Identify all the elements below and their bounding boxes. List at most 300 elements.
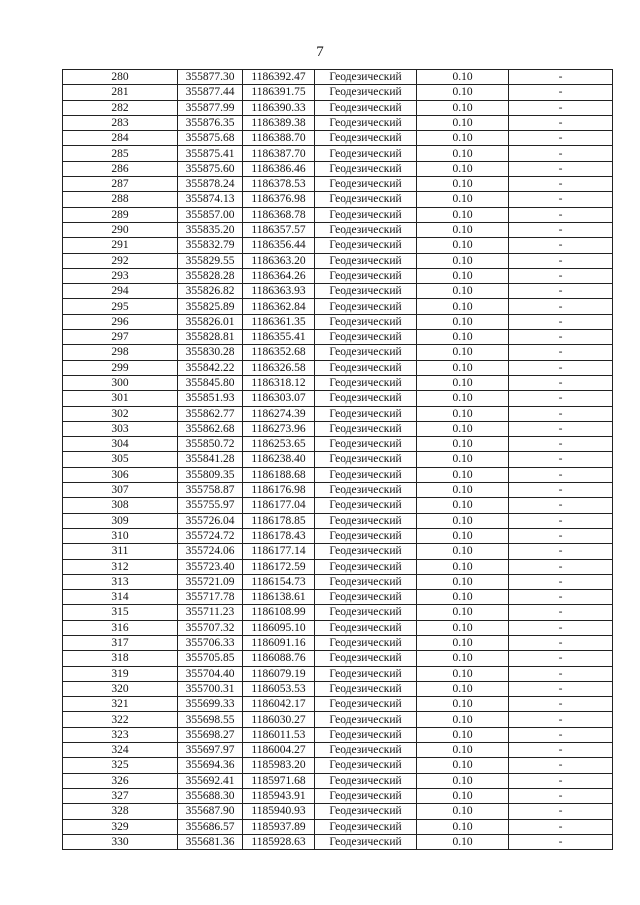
- point-number-cell: 312: [63, 559, 178, 574]
- table-row: [63, 452, 613, 467]
- x-coordinate-cell: 355875.68: [178, 131, 243, 146]
- table-row: [63, 70, 613, 85]
- accuracy-cell: 0.10: [417, 788, 509, 803]
- method-cell: Геодезический: [315, 651, 417, 666]
- y-coordinate-cell: 1186357.57: [243, 222, 315, 237]
- x-coordinate-cell: 355862.68: [178, 421, 243, 436]
- point-number-cell: 315: [63, 605, 178, 620]
- point-number-cell: 322: [63, 712, 178, 727]
- point-number-cell: 316: [63, 620, 178, 635]
- point-number-cell: 301: [63, 391, 178, 406]
- y-coordinate-cell: 1186088.76: [243, 651, 315, 666]
- note-cell: -: [509, 697, 613, 712]
- y-coordinate-cell: 1185983.20: [243, 758, 315, 773]
- note-cell: -: [509, 635, 613, 650]
- y-coordinate-cell: 1185937.89: [243, 819, 315, 834]
- point-number-cell: 309: [63, 513, 178, 528]
- table-row: [63, 804, 613, 819]
- table-row: [63, 406, 613, 421]
- table-row: [63, 666, 613, 681]
- y-coordinate-cell: 1186378.53: [243, 177, 315, 192]
- y-coordinate-cell: 1186392.47: [243, 70, 315, 85]
- note-cell: -: [509, 437, 613, 452]
- y-coordinate-cell: 1186368.78: [243, 207, 315, 222]
- note-cell: -: [509, 712, 613, 727]
- point-number-cell: 291: [63, 238, 178, 253]
- x-coordinate-cell: 355862.77: [178, 406, 243, 421]
- point-number-cell: 283: [63, 115, 178, 130]
- note-cell: -: [509, 192, 613, 207]
- point-number-cell: 323: [63, 727, 178, 742]
- method-cell: Геодезический: [315, 284, 417, 299]
- table-row: [63, 207, 613, 222]
- accuracy-cell: 0.10: [417, 620, 509, 635]
- y-coordinate-cell: 1186355.41: [243, 330, 315, 345]
- accuracy-cell: 0.10: [417, 834, 509, 849]
- table-row: [63, 299, 613, 314]
- coordinates-table-body: [63, 70, 613, 850]
- table-row: [63, 712, 613, 727]
- note-cell: -: [509, 161, 613, 176]
- method-cell: Геодезический: [315, 743, 417, 758]
- note-cell: -: [509, 238, 613, 253]
- note-cell: -: [509, 590, 613, 605]
- note-cell: -: [509, 788, 613, 803]
- y-coordinate-cell: 1186177.04: [243, 498, 315, 513]
- point-number-cell: 306: [63, 467, 178, 482]
- note-cell: -: [509, 222, 613, 237]
- point-number-cell: 308: [63, 498, 178, 513]
- y-coordinate-cell: 1186154.73: [243, 574, 315, 589]
- x-coordinate-cell: 355706.33: [178, 635, 243, 650]
- table-row: [63, 559, 613, 574]
- note-cell: -: [509, 574, 613, 589]
- method-cell: Геодезический: [315, 406, 417, 421]
- accuracy-cell: 0.10: [417, 253, 509, 268]
- point-number-cell: 292: [63, 253, 178, 268]
- y-coordinate-cell: 1185940.93: [243, 804, 315, 819]
- table-row: [63, 268, 613, 283]
- y-coordinate-cell: 1186273.96: [243, 421, 315, 436]
- table-row: [63, 605, 613, 620]
- accuracy-cell: 0.10: [417, 559, 509, 574]
- accuracy-cell: 0.10: [417, 238, 509, 253]
- accuracy-cell: 0.10: [417, 161, 509, 176]
- point-number-cell: 325: [63, 758, 178, 773]
- accuracy-cell: 0.10: [417, 268, 509, 283]
- x-coordinate-cell: 355875.60: [178, 161, 243, 176]
- note-cell: -: [509, 834, 613, 849]
- x-coordinate-cell: 355878.24: [178, 177, 243, 192]
- accuracy-cell: 0.10: [417, 758, 509, 773]
- table-row: [63, 360, 613, 375]
- method-cell: Геодезический: [315, 620, 417, 635]
- table-row: [63, 330, 613, 345]
- x-coordinate-cell: 355825.89: [178, 299, 243, 314]
- y-coordinate-cell: 1186091.16: [243, 635, 315, 650]
- method-cell: Геодезический: [315, 70, 417, 85]
- note-cell: -: [509, 345, 613, 360]
- method-cell: Геодезический: [315, 467, 417, 482]
- table-row: [63, 788, 613, 803]
- method-cell: Геодезический: [315, 192, 417, 207]
- x-coordinate-cell: 355711.23: [178, 605, 243, 620]
- note-cell: -: [509, 467, 613, 482]
- note-cell: -: [509, 758, 613, 773]
- method-cell: Геодезический: [315, 483, 417, 498]
- accuracy-cell: 0.10: [417, 727, 509, 742]
- point-number-cell: 330: [63, 834, 178, 849]
- y-coordinate-cell: 1186178.85: [243, 513, 315, 528]
- note-cell: -: [509, 100, 613, 115]
- x-coordinate-cell: 355874.13: [178, 192, 243, 207]
- table-row: [63, 284, 613, 299]
- accuracy-cell: 0.10: [417, 574, 509, 589]
- method-cell: Геодезический: [315, 345, 417, 360]
- accuracy-cell: 0.10: [417, 743, 509, 758]
- x-coordinate-cell: 355842.22: [178, 360, 243, 375]
- y-coordinate-cell: 1186386.46: [243, 161, 315, 176]
- y-coordinate-cell: 1186172.59: [243, 559, 315, 574]
- x-coordinate-cell: 355877.30: [178, 70, 243, 85]
- accuracy-cell: 0.10: [417, 345, 509, 360]
- note-cell: -: [509, 314, 613, 329]
- y-coordinate-cell: 1186303.07: [243, 391, 315, 406]
- table-row: [63, 590, 613, 605]
- y-coordinate-cell: 1186326.58: [243, 360, 315, 375]
- table-row: [63, 483, 613, 498]
- method-cell: Геодезический: [315, 498, 417, 513]
- note-cell: -: [509, 727, 613, 742]
- table-row: [63, 758, 613, 773]
- accuracy-cell: 0.10: [417, 284, 509, 299]
- x-coordinate-cell: 355877.44: [178, 85, 243, 100]
- point-number-cell: 324: [63, 743, 178, 758]
- x-coordinate-cell: 355686.57: [178, 819, 243, 834]
- accuracy-cell: 0.10: [417, 146, 509, 161]
- point-number-cell: 304: [63, 437, 178, 452]
- x-coordinate-cell: 355698.55: [178, 712, 243, 727]
- accuracy-cell: 0.10: [417, 131, 509, 146]
- y-coordinate-cell: 1186238.40: [243, 452, 315, 467]
- x-coordinate-cell: 355707.32: [178, 620, 243, 635]
- point-number-cell: 298: [63, 345, 178, 360]
- table-row: [63, 146, 613, 161]
- accuracy-cell: 0.10: [417, 391, 509, 406]
- y-coordinate-cell: 1186318.12: [243, 375, 315, 390]
- x-coordinate-cell: 355828.81: [178, 330, 243, 345]
- method-cell: Геодезический: [315, 681, 417, 696]
- y-coordinate-cell: 1186188.68: [243, 467, 315, 482]
- method-cell: Геодезический: [315, 100, 417, 115]
- table-row: [63, 100, 613, 115]
- note-cell: -: [509, 513, 613, 528]
- point-number-cell: 303: [63, 421, 178, 436]
- table-row: [63, 544, 613, 559]
- table-row: [63, 421, 613, 436]
- x-coordinate-cell: 355755.97: [178, 498, 243, 513]
- x-coordinate-cell: 355698.27: [178, 727, 243, 742]
- method-cell: Геодезический: [315, 758, 417, 773]
- y-coordinate-cell: 1186390.33: [243, 100, 315, 115]
- method-cell: Геодезический: [315, 513, 417, 528]
- point-number-cell: 307: [63, 483, 178, 498]
- x-coordinate-cell: 355875.41: [178, 146, 243, 161]
- table-row: [63, 222, 613, 237]
- note-cell: -: [509, 681, 613, 696]
- method-cell: Геодезический: [315, 115, 417, 130]
- accuracy-cell: 0.10: [417, 712, 509, 727]
- point-number-cell: 289: [63, 207, 178, 222]
- table-row: [63, 834, 613, 849]
- page-number: 7: [316, 44, 324, 60]
- table-row: [63, 773, 613, 788]
- accuracy-cell: 0.10: [417, 697, 509, 712]
- point-number-cell: 302: [63, 406, 178, 421]
- table-row: [63, 498, 613, 513]
- point-number-cell: 297: [63, 330, 178, 345]
- note-cell: -: [509, 85, 613, 100]
- y-coordinate-cell: 1186361.35: [243, 314, 315, 329]
- method-cell: Геодезический: [315, 314, 417, 329]
- point-number-cell: 327: [63, 788, 178, 803]
- table-row: [63, 651, 613, 666]
- x-coordinate-cell: 355877.99: [178, 100, 243, 115]
- note-cell: -: [509, 773, 613, 788]
- table-row: [63, 697, 613, 712]
- x-coordinate-cell: 355850.72: [178, 437, 243, 452]
- note-cell: -: [509, 284, 613, 299]
- method-cell: Геодезический: [315, 375, 417, 390]
- accuracy-cell: 0.10: [417, 314, 509, 329]
- x-coordinate-cell: 355705.85: [178, 651, 243, 666]
- method-cell: Геодезический: [315, 574, 417, 589]
- method-cell: Геодезический: [315, 773, 417, 788]
- note-cell: -: [509, 559, 613, 574]
- table-row: [63, 819, 613, 834]
- y-coordinate-cell: 1186108.99: [243, 605, 315, 620]
- method-cell: Геодезический: [315, 834, 417, 849]
- y-coordinate-cell: 1186274.39: [243, 406, 315, 421]
- method-cell: Геодезический: [315, 635, 417, 650]
- y-coordinate-cell: 1186387.70: [243, 146, 315, 161]
- y-coordinate-cell: 1186391.75: [243, 85, 315, 100]
- method-cell: Геодезический: [315, 177, 417, 192]
- method-cell: Геодезический: [315, 559, 417, 574]
- note-cell: -: [509, 452, 613, 467]
- y-coordinate-cell: 1186364.26: [243, 268, 315, 283]
- x-coordinate-cell: 355828.28: [178, 268, 243, 283]
- method-cell: Геодезический: [315, 161, 417, 176]
- accuracy-cell: 0.10: [417, 100, 509, 115]
- y-coordinate-cell: 1185943.91: [243, 788, 315, 803]
- accuracy-cell: 0.10: [417, 498, 509, 513]
- accuracy-cell: 0.10: [417, 467, 509, 482]
- x-coordinate-cell: 355724.72: [178, 528, 243, 543]
- x-coordinate-cell: 355830.28: [178, 345, 243, 360]
- accuracy-cell: 0.10: [417, 299, 509, 314]
- table-row: [63, 345, 613, 360]
- x-coordinate-cell: 355687.90: [178, 804, 243, 819]
- point-number-cell: 318: [63, 651, 178, 666]
- y-coordinate-cell: 1186362.84: [243, 299, 315, 314]
- y-coordinate-cell: 1186011.53: [243, 727, 315, 742]
- accuracy-cell: 0.10: [417, 651, 509, 666]
- point-number-cell: 294: [63, 284, 178, 299]
- point-number-cell: 295: [63, 299, 178, 314]
- y-coordinate-cell: 1186363.20: [243, 253, 315, 268]
- note-cell: -: [509, 605, 613, 620]
- x-coordinate-cell: 355688.30: [178, 788, 243, 803]
- note-cell: -: [509, 483, 613, 498]
- y-coordinate-cell: 1186363.93: [243, 284, 315, 299]
- table-row: [63, 528, 613, 543]
- method-cell: Геодезический: [315, 452, 417, 467]
- accuracy-cell: 0.10: [417, 819, 509, 834]
- method-cell: Геодезический: [315, 819, 417, 834]
- y-coordinate-cell: 1186178.43: [243, 528, 315, 543]
- table-row: [63, 238, 613, 253]
- accuracy-cell: 0.10: [417, 666, 509, 681]
- note-cell: -: [509, 131, 613, 146]
- x-coordinate-cell: 355681.36: [178, 834, 243, 849]
- y-coordinate-cell: 1186042.17: [243, 697, 315, 712]
- method-cell: Геодезический: [315, 590, 417, 605]
- method-cell: Геодезический: [315, 788, 417, 803]
- point-number-cell: 305: [63, 452, 178, 467]
- point-number-cell: 328: [63, 804, 178, 819]
- point-number-cell: 317: [63, 635, 178, 650]
- accuracy-cell: 0.10: [417, 452, 509, 467]
- method-cell: Геодезический: [315, 146, 417, 161]
- note-cell: -: [509, 406, 613, 421]
- x-coordinate-cell: 355829.55: [178, 253, 243, 268]
- point-number-cell: 314: [63, 590, 178, 605]
- accuracy-cell: 0.10: [417, 483, 509, 498]
- x-coordinate-cell: 355835.20: [178, 222, 243, 237]
- accuracy-cell: 0.10: [417, 375, 509, 390]
- note-cell: -: [509, 177, 613, 192]
- note-cell: -: [509, 115, 613, 130]
- point-number-cell: 290: [63, 222, 178, 237]
- method-cell: Геодезический: [315, 131, 417, 146]
- point-number-cell: 286: [63, 161, 178, 176]
- note-cell: -: [509, 375, 613, 390]
- note-cell: -: [509, 804, 613, 819]
- note-cell: -: [509, 819, 613, 834]
- accuracy-cell: 0.10: [417, 70, 509, 85]
- method-cell: Геодезический: [315, 360, 417, 375]
- x-coordinate-cell: 355723.40: [178, 559, 243, 574]
- method-cell: Геодезический: [315, 666, 417, 681]
- table-row: [63, 743, 613, 758]
- point-number-cell: 293: [63, 268, 178, 283]
- accuracy-cell: 0.10: [417, 177, 509, 192]
- method-cell: Геодезический: [315, 544, 417, 559]
- point-number-cell: 321: [63, 697, 178, 712]
- x-coordinate-cell: 355832.79: [178, 238, 243, 253]
- table-row: [63, 85, 613, 100]
- accuracy-cell: 0.10: [417, 421, 509, 436]
- accuracy-cell: 0.10: [417, 360, 509, 375]
- note-cell: -: [509, 253, 613, 268]
- note-cell: -: [509, 207, 613, 222]
- note-cell: -: [509, 421, 613, 436]
- y-coordinate-cell: 1186053.53: [243, 681, 315, 696]
- point-number-cell: 280: [63, 70, 178, 85]
- method-cell: Геодезический: [315, 299, 417, 314]
- table-row: [63, 574, 613, 589]
- y-coordinate-cell: 1186095.10: [243, 620, 315, 635]
- table-row: [63, 620, 613, 635]
- table-row: [63, 727, 613, 742]
- table-row: [63, 115, 613, 130]
- note-cell: -: [509, 651, 613, 666]
- x-coordinate-cell: 355724.06: [178, 544, 243, 559]
- method-cell: Геодезический: [315, 330, 417, 345]
- x-coordinate-cell: 355851.93: [178, 391, 243, 406]
- table-row: [63, 253, 613, 268]
- accuracy-cell: 0.10: [417, 590, 509, 605]
- accuracy-cell: 0.10: [417, 192, 509, 207]
- point-number-cell: 300: [63, 375, 178, 390]
- table-row: [63, 681, 613, 696]
- x-coordinate-cell: 355721.09: [178, 574, 243, 589]
- accuracy-cell: 0.10: [417, 635, 509, 650]
- note-cell: -: [509, 620, 613, 635]
- table-row: [63, 161, 613, 176]
- point-number-cell: 281: [63, 85, 178, 100]
- y-coordinate-cell: 1186177.14: [243, 544, 315, 559]
- note-cell: -: [509, 391, 613, 406]
- accuracy-cell: 0.10: [417, 85, 509, 100]
- y-coordinate-cell: 1186004.27: [243, 743, 315, 758]
- note-cell: -: [509, 299, 613, 314]
- y-coordinate-cell: 1186176.98: [243, 483, 315, 498]
- x-coordinate-cell: 355694.36: [178, 758, 243, 773]
- x-coordinate-cell: 355841.28: [178, 452, 243, 467]
- note-cell: -: [509, 544, 613, 559]
- method-cell: Геодезический: [315, 253, 417, 268]
- method-cell: Геодезический: [315, 238, 417, 253]
- accuracy-cell: 0.10: [417, 544, 509, 559]
- accuracy-cell: 0.10: [417, 330, 509, 345]
- x-coordinate-cell: 355876.35: [178, 115, 243, 130]
- table-row: [63, 375, 613, 390]
- point-number-cell: 288: [63, 192, 178, 207]
- x-coordinate-cell: 355857.00: [178, 207, 243, 222]
- point-number-cell: 310: [63, 528, 178, 543]
- accuracy-cell: 0.10: [417, 773, 509, 788]
- y-coordinate-cell: 1185971.68: [243, 773, 315, 788]
- y-coordinate-cell: 1186388.70: [243, 131, 315, 146]
- y-coordinate-cell: 1186352.68: [243, 345, 315, 360]
- note-cell: -: [509, 330, 613, 345]
- note-cell: -: [509, 666, 613, 681]
- method-cell: Геодезический: [315, 712, 417, 727]
- y-coordinate-cell: 1186356.44: [243, 238, 315, 253]
- accuracy-cell: 0.10: [417, 222, 509, 237]
- note-cell: -: [509, 528, 613, 543]
- accuracy-cell: 0.10: [417, 406, 509, 421]
- point-number-cell: 326: [63, 773, 178, 788]
- method-cell: Геодезический: [315, 727, 417, 742]
- point-number-cell: 311: [63, 544, 178, 559]
- y-coordinate-cell: 1186138.61: [243, 590, 315, 605]
- accuracy-cell: 0.10: [417, 681, 509, 696]
- x-coordinate-cell: 355697.97: [178, 743, 243, 758]
- point-number-cell: 313: [63, 574, 178, 589]
